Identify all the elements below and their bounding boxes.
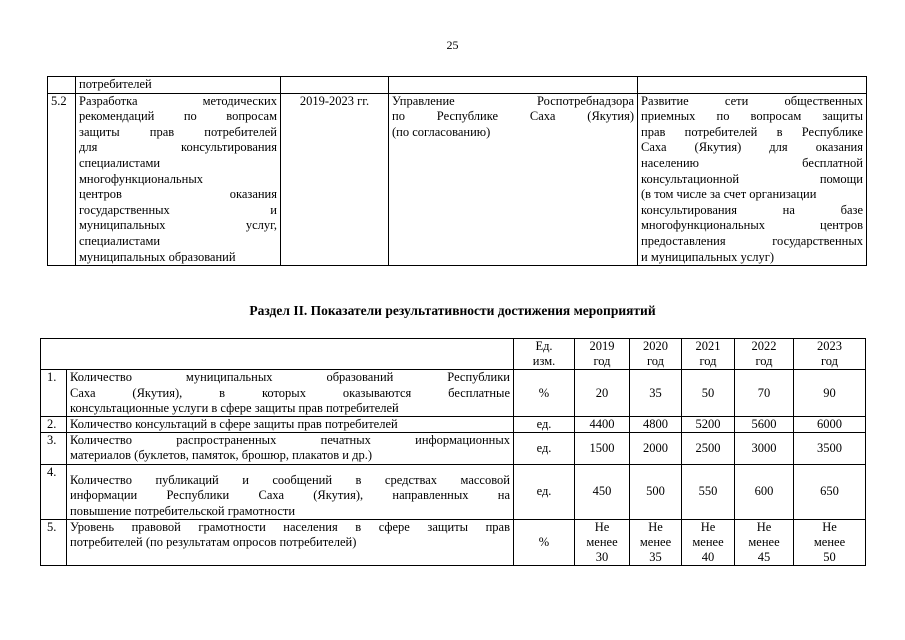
text-line: (в том числе за счет организации	[641, 187, 817, 202]
text-line: прав потребителей в Республике	[641, 124, 863, 139]
cell-name-continued: потребителей	[76, 77, 281, 94]
value-line: менее	[813, 535, 846, 550]
table-header-row	[41, 339, 866, 370]
header-unit-line: Ед.	[535, 339, 553, 353]
indicator-value	[575, 519, 630, 566]
text-line: многофункциональных	[79, 171, 203, 186]
value-line: 35	[649, 550, 662, 565]
header-year	[682, 339, 735, 370]
text-line: Саха (Якутия) для оказания	[641, 140, 863, 155]
indicator-text	[67, 519, 514, 566]
cell-executor	[389, 93, 638, 266]
text-line: консультационной помощи	[641, 171, 863, 186]
header-unit-line: изм.	[532, 354, 556, 369]
indicator-value: 600	[735, 465, 794, 520]
text-line: потребителей (по результатам опросов потребителей)	[70, 535, 357, 550]
text-line: Уровень правовой грамотности населения в сфере защиты прав	[70, 519, 510, 534]
value-line: 40	[701, 550, 715, 565]
row-num: 4.	[41, 465, 67, 520]
cell-measure-name	[76, 93, 281, 266]
table-row	[41, 370, 866, 417]
header-year	[575, 339, 630, 370]
text-line: Количество публикаций и сообщений в средствах массовой	[70, 473, 510, 488]
text-line: защиты прав потребителей	[79, 124, 277, 139]
value-line: Не	[756, 519, 772, 534]
table-row	[41, 433, 866, 465]
year: 2021	[695, 339, 721, 353]
value-line: 45	[757, 550, 771, 565]
table-row	[48, 93, 867, 266]
indicator-value	[630, 519, 682, 566]
value-line: менее	[692, 535, 724, 550]
indicator-unit: %	[514, 519, 575, 566]
text-line: консультирования на базе	[641, 202, 863, 217]
year-suffix: год	[646, 354, 665, 369]
text-line: муниципальных образований	[79, 249, 236, 264]
value-line: 50	[823, 550, 836, 565]
indicator-unit: ед.	[514, 417, 575, 433]
year-suffix: год	[755, 354, 773, 369]
text-line: специалистами	[79, 155, 161, 170]
indicator-value: 20	[575, 370, 630, 417]
text-line: повышение потребительской грамотности	[70, 503, 296, 518]
indicator-value: 5600	[735, 417, 794, 433]
value-line: 30	[595, 550, 609, 565]
section-title: Раздел II. Показатели результативности достижения мероприятий	[249, 303, 656, 318]
indicator-value: 6000	[794, 417, 866, 433]
indicator-unit: %	[514, 370, 575, 417]
header-year	[735, 339, 794, 370]
cell-num: 5.2	[48, 93, 76, 266]
indicator-value: 650	[794, 465, 866, 520]
text-line: Количество распространенных печатных информационных	[70, 433, 510, 448]
text-line: Саха (Якутия), в которых оказываются бесплатные	[70, 385, 510, 400]
cell-result	[638, 93, 867, 266]
value-line: Не	[594, 519, 610, 534]
header-year	[630, 339, 682, 370]
text-line: материалов (буклетов, памяток, брошюр, плакатов и др.)	[70, 448, 372, 463]
indicator-value	[735, 519, 794, 566]
text-line: специалистами	[79, 233, 161, 248]
indicator-value: 4800	[630, 417, 682, 433]
text-line: Развитие сети общественных	[641, 93, 863, 108]
indicator-value: 50	[682, 370, 735, 417]
text-line: населению бесплатной	[641, 155, 863, 170]
indicator-value: 4400	[575, 417, 630, 433]
value-line: менее	[639, 535, 672, 550]
value-line: Не	[700, 519, 716, 534]
year-suffix: год	[593, 354, 611, 369]
table-row	[41, 465, 866, 520]
header-unit	[514, 339, 575, 370]
text-line: центров оказания	[79, 187, 277, 202]
row-num: 5.	[41, 519, 67, 566]
indicator-text	[67, 417, 514, 433]
cell-period: 2019-2023 гг.	[281, 93, 389, 266]
indicator-value: 2000	[630, 433, 682, 465]
row-num: 2.	[41, 417, 67, 433]
row-num: 3.	[41, 433, 67, 465]
text-line: информации Республики Саха (Якутия), направленных на	[70, 488, 510, 503]
text-line: многофункциональных центров	[641, 218, 863, 233]
header-blank	[41, 339, 514, 370]
indicator-value: 2500	[682, 433, 735, 465]
year-suffix: год	[820, 354, 839, 369]
indicator-value: 3500	[794, 433, 866, 465]
value-line: менее	[748, 535, 780, 550]
text-line: по Республике Саха (Якутия)	[392, 109, 634, 124]
indicator-value: 35	[630, 370, 682, 417]
measures-table	[47, 76, 867, 266]
text-line: для консультирования	[79, 140, 277, 155]
cell-executor	[389, 77, 638, 94]
year-suffix: год	[699, 354, 717, 369]
indicators-table	[40, 338, 866, 566]
indicator-value: 450	[575, 465, 630, 520]
table-row	[48, 77, 867, 94]
year: 2023	[817, 339, 842, 353]
indicator-text	[67, 465, 514, 520]
cell-result	[638, 77, 867, 94]
indicator-value: 3000	[735, 433, 794, 465]
header-year	[794, 339, 866, 370]
text-line: Количество муниципальных образований Республики	[70, 370, 510, 385]
text-line: (по согласованию)	[392, 124, 491, 139]
year: 2019	[589, 339, 615, 353]
page-number: 25	[446, 38, 459, 52]
value-line: Не	[822, 519, 837, 534]
indicator-value: 500	[630, 465, 682, 520]
indicator-value: 550	[682, 465, 735, 520]
indicator-value	[794, 519, 866, 566]
text-line: и муниципальных услуг)	[641, 249, 775, 264]
indicator-value: 5200	[682, 417, 735, 433]
table-row	[41, 417, 866, 433]
text-line: рекомендаций по вопросам	[79, 109, 277, 124]
text-line: Разработка методических	[79, 93, 277, 108]
indicator-unit: ед.	[514, 433, 575, 465]
text-line: приемных по вопросам защиты	[641, 109, 863, 124]
indicator-value: 1500	[575, 433, 630, 465]
cell-period	[281, 77, 389, 94]
indicator-value	[682, 519, 735, 566]
indicator-unit: ед.	[514, 465, 575, 520]
value-line: Не	[648, 519, 663, 534]
indicator-text	[67, 433, 514, 465]
text-line: Количество консультаций в сфере защиты прав потребителей	[70, 417, 398, 432]
cell-num	[48, 77, 76, 94]
indicator-text	[67, 370, 514, 417]
text-line: консультационные услуги в сфере защиты прав потребителей	[70, 400, 399, 415]
text-line: Управление Роспотребнадзора	[392, 93, 634, 108]
table-row	[41, 519, 866, 566]
indicator-value: 70	[735, 370, 794, 417]
year: 2022	[751, 339, 777, 353]
text-line: государственных и	[79, 202, 277, 217]
year: 2020	[643, 339, 668, 353]
value-line: менее	[586, 535, 618, 550]
text-line: предоставления государственных	[641, 233, 863, 248]
row-num: 1.	[41, 370, 67, 417]
text-line: муниципальных услуг,	[79, 218, 277, 233]
indicator-value: 90	[794, 370, 866, 417]
